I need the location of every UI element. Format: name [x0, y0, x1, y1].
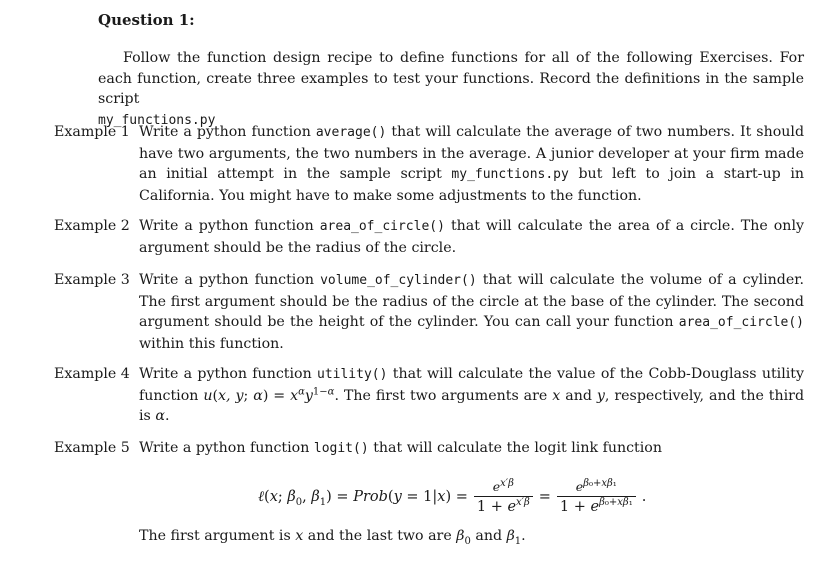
code-average: average() [315, 125, 387, 140]
example-3-label: Example 3 [54, 272, 130, 288]
example-4-body: Write a python function utility() that will calculate the value of the Cobb-Douglass utility function u(x, y; $\alpha) = x^\alpha y^{1-\alpha}$. The first two arguments are x and y, respectively, and the third is α. [139, 366, 805, 424]
logit-equation: ℓ(x; $\beta_0$, $\beta_1$) = Prob(y = 1|x) = $\frac{e^{x'\beta}}{1 + e^{x'\beta}}$ = $\frac{e^{\beta_0+x\beta_1}}{1 + e^{\beta_0+x\beta_1}}$ . [258, 477, 647, 515]
code-area-of-circle-ref: area_of_circle() [678, 315, 805, 330]
example-1 [54, 122, 804, 206]
intro-paragraph [98, 48, 804, 131]
example-2-label: Example 2 [54, 218, 130, 234]
closing-sentence: The first argument is x and the last two are $\beta_0$ and $\beta_1$. [139, 528, 526, 547]
fraction-1: $\frac{e^{x'\beta}}{1 + e^{x'\beta}}$ [474, 478, 533, 517]
example-4 [54, 364, 804, 427]
example-5-body: Write a python function logit() that will calculate the logit link function [139, 440, 662, 456]
intro-text: Follow the function design recipe to define functions for all of the following Exercises. For each function, create three examples to test your functions. Record the definitions in the sample script [98, 50, 804, 107]
code-logit: logit() [313, 441, 369, 456]
example-5-label: Example 5 [54, 440, 130, 456]
code-area-of-circle: area_of_circle() [319, 219, 445, 234]
example-3 [54, 270, 804, 354]
example-4-label: Example 4 [54, 366, 130, 382]
utility-formula: u(x, y; $\alpha) = x^\alpha y^{1-\alpha}$ [203, 385, 335, 404]
code-volume-of-cylinder: volume_of_cylinder() [320, 273, 477, 288]
example-5 [54, 438, 804, 460]
example-2 [54, 216, 804, 258]
question-heading: Question 1: [98, 11, 195, 29]
example-3-body: Write a python function volume_of_cylinder() that will calculate the volume of a cylinder. The first argument should be the radius of the circle at the base of the cylinder. The second argument should be the height of the cylinder. You can call your function area_of_circle() within this function. [139, 272, 805, 352]
example-2-body: Write a python function area_of_circle() that will calculate the area of a circle. The only argument should be the radius of the circle. [139, 218, 805, 256]
code-utility: utility() [317, 367, 388, 382]
code-my-functions: my_functions.py [451, 167, 569, 182]
fraction-2: $\frac{e^{\beta_0+x\beta_1}}{1 + e^{\beta_0+x\beta_1}}$ [557, 478, 636, 517]
intro-script-name: my_functions.py [98, 112, 216, 128]
example-1-label: Example 1 [54, 124, 130, 140]
example-1-body: Write a python function average() that will calculate the average of two numbers. It should have two arguments, the two numbers in the average. A junior developer at your firm made an initial attempt in the sample script my_functions.py but left to join a start-up in California. You might have to make some adjustments to the function. [139, 124, 805, 204]
